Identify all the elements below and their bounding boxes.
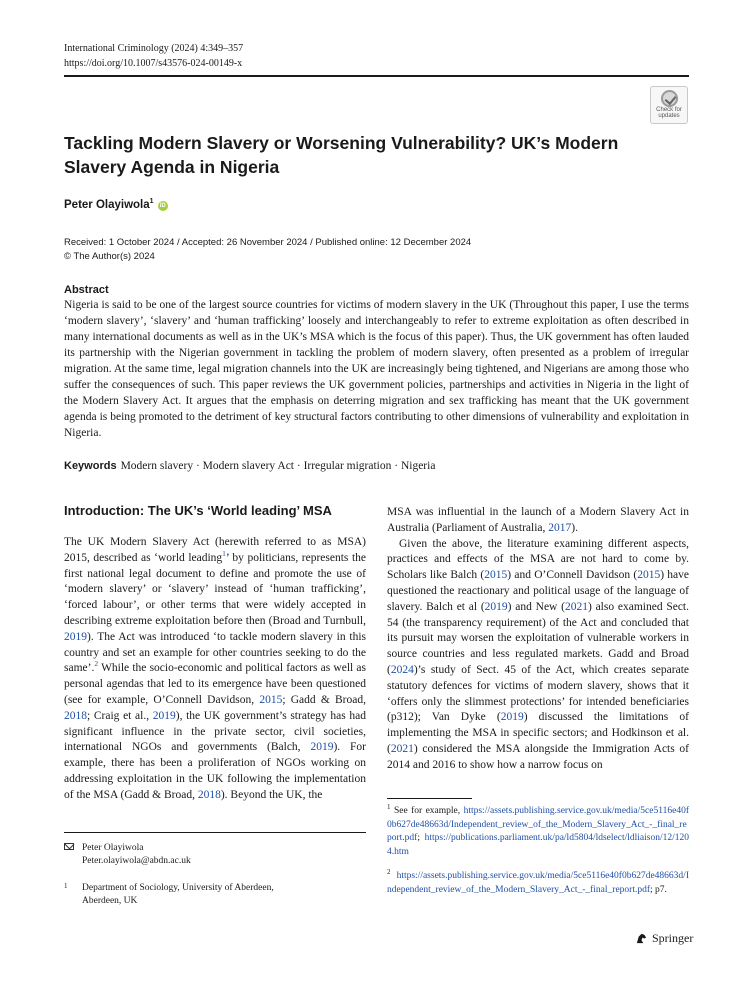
footnote-link[interactable]: https://assets.publishing.service.gov.uk/media/5ce5116e40f0b627de48663d/Independent_review_of_the_Modern_Slavery_Act_-_final_report.pdf	[387, 871, 689, 895]
doi-link[interactable]: https://doi.org/10.1007/s43576-024-00149-x	[64, 58, 243, 69]
citation-link[interactable]: 2018	[64, 709, 87, 722]
copyright-line: © The Author(s) 2024	[64, 251, 155, 262]
body-left-column: The UK Modern Slavery Act (herewith referred to as MSA) 2015, described as ‘world leading$^1$’ by politicians, represents the first national legal document to define and promote the use of ‘modern slavery’ or ‘slavery’ instead of ‘human trafficking’, ‘forced labour’, or other terms that were widely accepted in describing extreme exploitation before then (Broad and Turnbull, 2019). The Act was introduced ‘to tackle modern slavery in this country and set an example for other countries seeking to do the same’.$^2$ While the socio-economic and political factors as well as personal agendas that led to its emergence have been questioned (see for example, O’Connell Davidson, 2015; Gadd & Broad, 2018; Craig et al., 2019), the UK government’s strategy has had significant influence in the private sector, civil societies, international NGOs and governments (Balch, 2019). For example, there has been a proliferation of NGOs working on addressing exploitation in the UK following the implementation of the MSA (Gadd & Broad, 2018). Beyond the UK, the	[64, 536, 366, 801]
crossmark-label-1: Check for	[656, 107, 682, 113]
citation-link[interactable]: 2019	[64, 630, 87, 643]
crossmark-badge[interactable]	[650, 86, 688, 124]
publication-dates	[64, 236, 471, 264]
keywords-text: Modern slavery · Modern slavery Act · Irregular migration · Nigeria	[120, 460, 436, 472]
citation-link[interactable]: 2017	[548, 521, 572, 534]
correspondence	[64, 842, 191, 868]
footnote-divider	[64, 832, 366, 833]
crossmark-label-2: updates	[658, 113, 680, 119]
footnote-ref-1[interactable]: 1	[222, 548, 226, 558]
abstract-heading: Abstract	[64, 284, 109, 296]
correspondence-email[interactable]: Peter.olayiwola@abdn.ac.uk	[82, 856, 191, 866]
footnote-link[interactable]: https://assets.publishing.service.gov.uk/media/5ce5116e40f0b627de48663d/Independent_review_of_the_Modern_Slavery_Act_-_final_report.pdf	[387, 806, 689, 844]
springer-horse-icon	[635, 932, 648, 945]
publisher-logo	[635, 931, 693, 946]
footnote-number: 2	[387, 868, 391, 876]
author-affiliation-ref: 1	[149, 198, 154, 205]
journal-citation: International Criminology (2024) 4:349–357	[64, 43, 244, 54]
affiliation-line-1: Department of Sociology, University of Aberdeen,	[82, 883, 274, 893]
citation-link[interactable]: 2015	[637, 569, 661, 582]
affiliation	[64, 882, 274, 908]
citation-link[interactable]: 2015	[484, 569, 508, 582]
citation-link[interactable]: 2018	[197, 788, 221, 801]
affiliation-number: 1	[64, 882, 68, 890]
footnote-divider	[387, 798, 472, 799]
author	[64, 198, 168, 211]
author-name[interactable]: Peter Olayiwola	[64, 198, 150, 211]
correspondence-name: Peter Olayiwola	[82, 843, 144, 853]
body-right-column: MSA was influential in the launch of a Modern Slavery Act in Australia (Parliament of Australia, 2017). Given the above, the literature examining different aspects, practices and effects of the MSA are not hard to come by. Scholars like Balch (2015) and O’Connell Davidson (2015) have questioned the reactionary and political usage of the language of slavery. Balch et al (2019) and New (2021) also examined Sect. 54 (the transparency requirement) of the Act and concluded that its pursuit may worsen the exploitation of vulnerable workers in source countries and less regulated markets. Gadd and Broad (2024)’s study of Sect. 45 of the Act, which creates separate statutory defences for victims of modern slavery, shows that it ‘offers only the slimmest protections’ for intended beneficiaries (p312); Van Dyke (2019) discussed the limitations of implementing the MSA in specific sectors; and Hodkinson et al. (2021) considered the MSA alongside the Immigration Acts of 2014 and 2016 to show how a narrow focus on	[387, 506, 690, 771]
abstract-text: Nigeria is said to be one of the largest source countries for victims of modern slavery in the UK (Throughout this paper, I use the terms ‘modern slavery’, ‘slavery’ and ‘human trafficking’ loosely and interchangeably to refer to extreme exploitation as often described in many international documents as well as in the UK’s MSA which is the focus of this paper). Thus, the UK government has often lauded its partnership with the Nigerian government in tackling the problem of modern slavery, often presented as a problem of irregular migration. At the same time, legal migration channels into the UK are increasingly being tightened, and Nigerians are among those who suffer the consequences of such. This paper reviews the UK government policies, partnerships and activities in Nigeria in the light of the Modern Slavery Act. It argues that the emphasis on deterring migration and sex trafficking has meant that the UK government agenda is being promoted to the detriment of key structural factors contributing to other dimensions of vulnerability and exploitation in Nigeria.	[64, 299, 689, 439]
citation-link[interactable]: 2024	[390, 663, 414, 676]
citation-link[interactable]: 2019	[152, 709, 176, 722]
citation-link[interactable]: 2015	[259, 693, 283, 706]
publisher-name: Springer	[652, 931, 694, 945]
dates-line: Received: 1 October 2024 / Accepted: 26 November 2024 / Published online: 12 December 2024	[64, 237, 472, 248]
crossmark-icon	[661, 90, 678, 107]
footnote-number: 1	[387, 803, 391, 811]
footnote-2: $^2$ https://assets.publishing.service.gov.uk/media/5ce5116e40f0b627de48663d/Independent_review_of_the_Modern_Slavery_Act_-_final_report.pdf; p7.	[387, 868, 689, 895]
orcid-icon[interactable]: iD	[159, 202, 166, 209]
citation-link[interactable]: 2019	[484, 600, 508, 613]
keywords	[64, 458, 689, 474]
journal-info	[64, 41, 243, 71]
footnote-ref-2[interactable]: 2	[94, 659, 99, 669]
footnote-1: $^1$ See for example, https://assets.publishing.service.gov.uk/media/5ce5116e40f0b627de48663d/Independent_review_of_the_Modern_Slavery_Act_-_final_report.pdf; https://publications.parliament.uk/pa/ld5804/ldselect/ldliaison/12/1204.htm	[387, 803, 689, 857]
citation-link[interactable]: 2019	[310, 741, 334, 754]
citation-link[interactable]: 2021	[390, 742, 414, 755]
section-heading: Introduction: The UK’s ‘World leading’ MSA	[64, 503, 332, 518]
keywords-label: Keywords	[64, 460, 117, 472]
envelope-icon	[64, 843, 74, 850]
affiliation-line-2: Aberdeen, UK	[82, 896, 138, 906]
paper-title: Tackling Modern Slavery or Worsening Vulnerability? UK’s Modern Slavery Agenda in Nigeria	[64, 133, 619, 177]
header-rule	[64, 75, 689, 77]
footnote-link[interactable]: https://publications.parliament.uk/pa/ld5804/ldselect/ldliaison/12/1204.htm	[387, 833, 689, 857]
citation-link[interactable]: 2021	[564, 600, 588, 613]
citation-link[interactable]: 2019	[500, 711, 524, 724]
